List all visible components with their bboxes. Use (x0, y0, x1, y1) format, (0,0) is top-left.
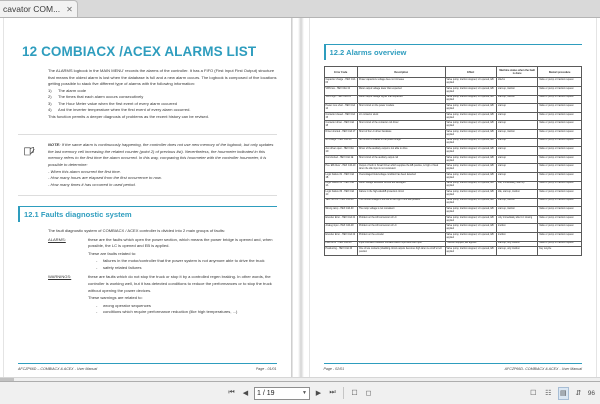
cell-machine-status: start-up (497, 121, 538, 130)
cell-effect: Valve pump, traction stopped, LC opened, EB applied (445, 164, 497, 173)
definition-row-alarms-sub (48, 251, 277, 258)
cell-restart-procedure: Valve or pump or traction request (538, 224, 582, 233)
note-block (18, 134, 277, 196)
cell-effect: Valve pump, traction stopped, LC opened, EB applied (445, 112, 497, 121)
footer-manual-name: AFCZP66D- COMBIACX & ACEX - User Manual (504, 367, 582, 371)
cell-machine-status: traction (497, 224, 538, 233)
cell-error-code: Logic Failure #1 - HEX C4A 1B (324, 172, 357, 181)
cell-machine-status: idle, immediately, start-up (497, 181, 538, 190)
close-icon[interactable]: ✕ (66, 4, 73, 14)
cell-error-code: Contactor driver - HEX C4A 18 (324, 121, 357, 130)
zoom-level-label: 96 (587, 389, 595, 397)
cell-restart-procedure: Valve or pump or traction request (538, 155, 582, 164)
cell-description: The ramp voltage is not consistent (357, 207, 445, 216)
browser-tab[interactable] (0, 0, 78, 17)
cell-restart-procedure: Valve or pump or traction request (538, 78, 582, 87)
table-row (324, 129, 582, 138)
pdf-viewer (0, 18, 600, 381)
cell-effect: Valve pump, traction stopped, LC opened, EB applied (445, 138, 497, 147)
cell-restart-procedure: Valve or pump or traction request (538, 241, 582, 247)
cell-error-code: Coil shorted - HEX C4A 1E (324, 155, 357, 164)
cell-error-code: Pos. EB driver - HEX C4A 1F (324, 164, 357, 173)
pdf-toolbar (0, 381, 600, 404)
two-page-spread-icon[interactable]: ▤ (558, 387, 569, 400)
cell-error-code: Driver shorted - HEX C4A 17 (324, 129, 357, 138)
table-row (324, 112, 582, 121)
cell-error-code: Positioning - HEX C4A 46 (324, 247, 357, 256)
list-item-number: 2) (48, 94, 52, 100)
intro-paragraph: The ALARMS logbook in the MAIN MENU' records the alarms of the controller. It has a FIFO (First Input First Output) structure that means the oldest alarm is lost when the database is full and a new alarm occurs. The logbook is composed of five locations getting possible to stack five different type of alarms with the following information: (48, 68, 277, 87)
cell-restart-procedure: Valve or pump or traction request (538, 112, 582, 121)
definition-term: ALARMS: (48, 236, 66, 242)
facing-page-view-icon[interactable]: ☷ (543, 387, 554, 400)
cell-effect: Valve pump, traction stopped, LC opened, EB applied (445, 233, 497, 242)
bullet-dash-icon: - (96, 302, 98, 308)
cell-restart-procedure: Valve or pump or traction request (538, 138, 582, 147)
bullet-label: failures in the motor/controller that the power system is not anymore able to drive the truck (103, 258, 265, 264)
cell-machine-status: start-up (497, 155, 538, 164)
table-row (324, 172, 582, 181)
intro-numbered-list (48, 88, 277, 114)
table-row (324, 95, 582, 104)
cell-restart-procedure: Valve or pump or traction request (538, 233, 582, 242)
cell-description: Problem on the AD conversion of LC (357, 224, 445, 233)
table-row (324, 164, 582, 173)
cell-error-code: Filter error - HEX C4A 66 (324, 241, 357, 247)
table-row (324, 207, 582, 216)
note-label: NOTE: (48, 142, 61, 148)
page-number-input[interactable] (254, 387, 310, 400)
cell-description: Motor output voltage higher than expected (357, 95, 445, 104)
column-header-restart-procedure: Restart procedure (538, 67, 582, 78)
table-row (324, 138, 582, 147)
cell-error-code: VMN low - HEX C4A 13 (324, 86, 357, 95)
page-spread (4, 18, 596, 381)
cell-restart-procedure: Valve or pump or traction request (538, 181, 582, 190)
cell-description: One of two contacts (disabling circuit outputs becomes high when is on/off or left position (357, 247, 445, 256)
page-footer-left (18, 363, 277, 371)
cell-effect: Valve pump, traction stopped, LC opened, EB applied (445, 155, 497, 164)
cell-machine-status: only immediately after LC closing (497, 215, 538, 224)
toolbar-divider (343, 387, 344, 399)
cell-error-code: Wrong ramp - HEX C4A 30 (324, 207, 357, 216)
list-item-label: The Hour Meter value when the first event of every alarm occurred (58, 100, 177, 106)
scroll-mode-icon[interactable]: ⇵ (573, 387, 584, 400)
definition-term-spacer (48, 258, 88, 271)
cell-effect: Valve pump, traction stopped, LC opened, EB applied (445, 215, 497, 224)
cell-effect: Valve pump, traction stopped, LC opened, EB applied (445, 247, 497, 256)
bullet-label: safety related failures (103, 264, 142, 270)
cell-restart-procedure: Key recycle (538, 247, 582, 256)
cell-machine-status: start-up, traction (497, 198, 538, 207)
intro-tail-paragraph: This function permits a deeper diagnosis of problems as the recent history can be revised. (48, 113, 210, 119)
table-row (324, 224, 582, 233)
cell-machine-status: start-up (497, 164, 538, 173)
footer-page-number: Page - 01/01 (255, 367, 277, 371)
cell-machine-status: idle, start-up, traction (497, 190, 538, 199)
cell-machine-status: start-up, only traction (497, 247, 538, 256)
table-row (324, 215, 582, 224)
cell-restart-procedure: Valve or pump or traction request (538, 129, 582, 138)
table-row (324, 86, 582, 95)
cell-effect: Valve pump, traction stopped, LC opened, EB applied (445, 121, 497, 130)
cell-description: Failure in the high-side/EB protection circuit (357, 190, 445, 199)
page-title: 12 COMBIACX /ACEX ALARMS LIST (22, 44, 257, 59)
cell-error-code: Contactor closed - HEX C4A 15 (324, 112, 357, 121)
bullet-dash-icon: - (96, 258, 98, 264)
cell-restart-procedure: Valve or pump or traction request (538, 95, 582, 104)
table-row (324, 233, 582, 242)
cell-description: Overvoltage/Undervoltage condition has been detected (357, 172, 445, 181)
cell-description: Input mismatch between nonflash switch input and filter input (357, 241, 445, 247)
table-row (324, 78, 582, 87)
cell-description: Power capacitors voltage does not increase (357, 78, 445, 87)
cell-error-code: No charge - HEX C4A 19 (324, 138, 357, 147)
table-header-row (324, 67, 582, 78)
definition-row-warnings (48, 274, 277, 294)
cell-machine-status: start-up, traction (497, 129, 538, 138)
cell-error-code: Analog input - HEX C4A 48 (324, 224, 357, 233)
table-row (324, 198, 582, 207)
table-row (324, 155, 582, 164)
cell-effect: Valve pump, traction stopped, LC opened, EB applied (445, 172, 497, 181)
definition-bullet-group (88, 258, 277, 271)
note-bullet: - How many times it has occurred in used period. (48, 181, 136, 187)
column-header-machine-status: Machine status when the fault is done (497, 67, 538, 78)
cell-restart-procedure: Valve or pump or traction request (538, 121, 582, 130)
page-footer-right (324, 363, 583, 371)
cell-effect: Valve pump, traction stopped, LC opened, EB applied (445, 86, 497, 95)
cell-machine-status: start-up, traction (497, 95, 538, 104)
cell-restart-procedure: Valve or pump or traction request (538, 215, 582, 224)
column-header-error-code: Error Code (324, 67, 357, 78)
cell-description: Output of both in Smart Driver which supplies the EB positive, is high or fixed when the idle input is not consistent (357, 164, 445, 173)
definition-row-alarms-bullets (48, 258, 277, 271)
first-page-icon[interactable]: ⏮ (226, 387, 237, 400)
cell-machine-status: start-up, traction (497, 86, 538, 95)
cell-machine-status: start-up, only traction (497, 241, 538, 247)
table-row (324, 247, 582, 256)
cell-description: Short circuit of the contactor coil driver (357, 121, 445, 130)
section-lead-paragraph: The fault diagnostic system of COMBIACX / ACEX controller is divided into 2 main groups of faults: (48, 228, 226, 234)
fault-definition-list (48, 237, 277, 316)
previous-page-icon[interactable]: ◀ (240, 387, 251, 400)
cell-effect: Valve pump, traction stopped, LC opened, EB applied (445, 181, 497, 190)
cell-restart-procedure: Valve or pump or traction request (538, 207, 582, 216)
cell-restart-procedure: Valve or pump or traction request (538, 172, 582, 181)
definition-sublead: These warnings are related to: (88, 295, 143, 301)
cell-effect: Valve pump, traction stopped, LC opened, EB applied (445, 147, 497, 156)
view-mode-group (528, 387, 595, 400)
cell-restart-procedure: Valve or pump or traction request (538, 190, 582, 199)
definition-sublead: These are faults related to: (88, 250, 137, 256)
list-item-label: The alarm code (58, 87, 87, 93)
bullet-dash-icon: - (96, 309, 98, 315)
cell-machine-status: traction (497, 233, 538, 242)
definition-description: these are the faults which open the power section, which means the power bridge is opened and, when possible, the LC is opened and EB is applied. (88, 236, 273, 249)
cell-restart-procedure: Valve or pump or traction request (538, 147, 582, 156)
cell-error-code: VMN high - HEX C4A 12 (324, 95, 357, 104)
note-bullet: - When this alarm occurred the first time. (48, 168, 121, 174)
footer-page-number: Page - 02/01 (323, 367, 345, 371)
cell-description: Short of the LC driver hardware (357, 129, 445, 138)
bullet-item (96, 309, 277, 316)
table-row (324, 147, 582, 156)
cell-description: The throttle voltage is too low or too high in the idle position (357, 198, 445, 207)
cell-effect: Valve pump, traction stopped, LC opened, EB applied (445, 78, 497, 87)
cell-error-code: Encoder Error - HEX C4A 41 (324, 215, 357, 224)
column-header-description: Description (357, 67, 445, 78)
bullet-label: conditions which require performance reduction (like high temperatures, ...) (103, 309, 238, 315)
cell-effect: Valve pump, traction stopped, LC opened, EB applied (445, 104, 497, 113)
cell-restart-procedure: Valve or pump or traction request (538, 86, 582, 95)
list-item-label: The times that each alarm occurs consecutively (58, 94, 144, 100)
cell-description: Motor voltage feedback circuits are damaged (357, 181, 445, 190)
cell-error-code: Encoder Error - HEX C4A 42 (324, 233, 357, 242)
cell-machine-status: start-up (497, 138, 538, 147)
cell-restart-procedure: Valve or pump or traction request (538, 164, 582, 173)
alarms-overview-table (324, 66, 583, 256)
cell-effect: Valve pump, traction stopped, LC opened, EB applied (445, 95, 497, 104)
note-pencil-icon (18, 142, 48, 188)
cell-restart-procedure: Valve or pump or traction request (538, 198, 582, 207)
table-row (324, 181, 582, 190)
definition-term-spacer (48, 295, 88, 302)
cell-error-code: Logic Failure #2 - HEX C4A 1A (324, 181, 357, 190)
definition-bullet-group (88, 303, 277, 316)
page-navigation-group (0, 387, 600, 400)
cell-error-code: Power mos short - HEX C4A 14 (324, 104, 357, 113)
section-heading-12-1: 12.1 Faults diagnostic system (18, 206, 277, 222)
browser-tab-title: cavator COM... (3, 4, 61, 14)
cell-effect: Valve pump, traction stopped, LC opened, EB applied (445, 224, 497, 233)
cell-effect: Valve pump, traction stopped, LC opened, EB applied (445, 190, 497, 199)
definition-row-alarms (48, 237, 277, 250)
definition-description: these are faults which do not stop the truck or stop it by a controlled regen braking. In other words, the controller is working well, but it has detected conditions to reduce the performances or to stop the truck without opening the power devices. (88, 274, 272, 293)
single-page-view-icon[interactable]: ☐ (528, 387, 539, 400)
note-text: If the same alarm is continuously happening, the controller does not use new memory of the logbook, but only updates the last memory cell increasing the related counter (point 2) of previous list). Nevertheless, the hourmeter indicated in this memory refers to the first time the alarm occurred. In this way, comparing this hourmeter with the controller hourmeter, it is possible to determine: (48, 142, 274, 168)
document-page-right[interactable] (310, 18, 597, 381)
cell-description: Problem on the AD conversion of LC (357, 215, 445, 224)
list-item-number: 4) (48, 107, 52, 113)
definition-term-spacer (48, 303, 88, 316)
cell-machine-status: start-up, traction (497, 207, 538, 216)
cell-machine-status: start-up (497, 112, 538, 121)
bullet-item (96, 265, 277, 272)
page-number-value: 1 / 19 (257, 389, 275, 397)
table-row (324, 190, 582, 199)
cell-machine-status: Idle/no (497, 78, 538, 87)
cell-error-code: Logic Failure #3 - HEX C4A 1C (324, 190, 357, 199)
cell-effect: Valve pump, traction stopped, LC opened, EB applied (445, 207, 497, 216)
cell-effect: Traction stopped, EB applied (445, 241, 497, 247)
note-content (48, 142, 277, 188)
bullet-label: wrong operator sequences (103, 302, 151, 308)
footer-manual-name: AFCZP66D – COMBIACX & ACEX - User Manual (18, 367, 98, 371)
cell-description: Motor output voltage lower than expected (357, 86, 445, 95)
cell-effect: Valve pump, traction stopped, LC opened, EB applied (445, 129, 497, 138)
next-page-icon[interactable]: ▶ (313, 387, 324, 400)
fit-page-icon[interactable]: ☐ (349, 387, 360, 400)
document-page-left[interactable] (4, 18, 292, 381)
cell-error-code: Capacitor charge - HEX C4A 06 (324, 78, 357, 87)
definition-term-spacer (48, 251, 88, 258)
table-row (324, 121, 582, 130)
cell-description: Problem on the encoder (357, 233, 445, 242)
cell-machine-status: start-up (497, 104, 538, 113)
section-heading-12-2: 12.2 Alarms overview (324, 44, 583, 60)
table-row (324, 104, 582, 113)
definition-row-warnings-sub (48, 295, 277, 302)
cell-description: Short circuit of the auxiliary output coil (357, 155, 445, 164)
cell-machine-status: start-up (497, 172, 538, 181)
cell-description: LC contactor stuck (357, 112, 445, 121)
list-item-number: 1) (48, 87, 52, 93)
cell-error-code: Aux driver open - HEX C4A 1D (324, 147, 357, 156)
page-gutter (298, 18, 304, 381)
list-item-number: 3) (48, 100, 52, 106)
definition-term: WARNINGS: (48, 274, 72, 280)
cell-description: No current circulates in the power bridge (357, 138, 445, 147)
chevron-down-icon[interactable]: ▼ (302, 390, 307, 396)
cell-error-code: Vacc not OK - HEX C4A 20 (324, 198, 357, 207)
bullet-dash-icon: - (96, 264, 98, 270)
cell-description: Driver of the auxiliary output is not able to drive (357, 147, 445, 156)
list-item-label: And the inverter temperature when the first event of every alarm occurred. (58, 107, 191, 113)
cell-restart-procedure: Valve or pump or traction request (538, 104, 582, 113)
cell-effect: Valve pump, traction stopped, LC opened, EB applied (445, 198, 497, 207)
cell-description: Short circuit on the power mosfets (357, 104, 445, 113)
note-bullet: - How many hours are elapsed from the first occurrence to now. (48, 175, 162, 181)
cell-machine-status: start-up (497, 147, 538, 156)
column-header-effect: Effect (445, 67, 497, 78)
fit-width-icon[interactable]: ◻ (363, 387, 374, 400)
definition-row-warnings-bullets (48, 303, 277, 316)
last-page-icon[interactable]: ⏭ (327, 387, 338, 400)
browser-tab-strip (0, 0, 600, 18)
alarms-table-body (324, 78, 582, 255)
